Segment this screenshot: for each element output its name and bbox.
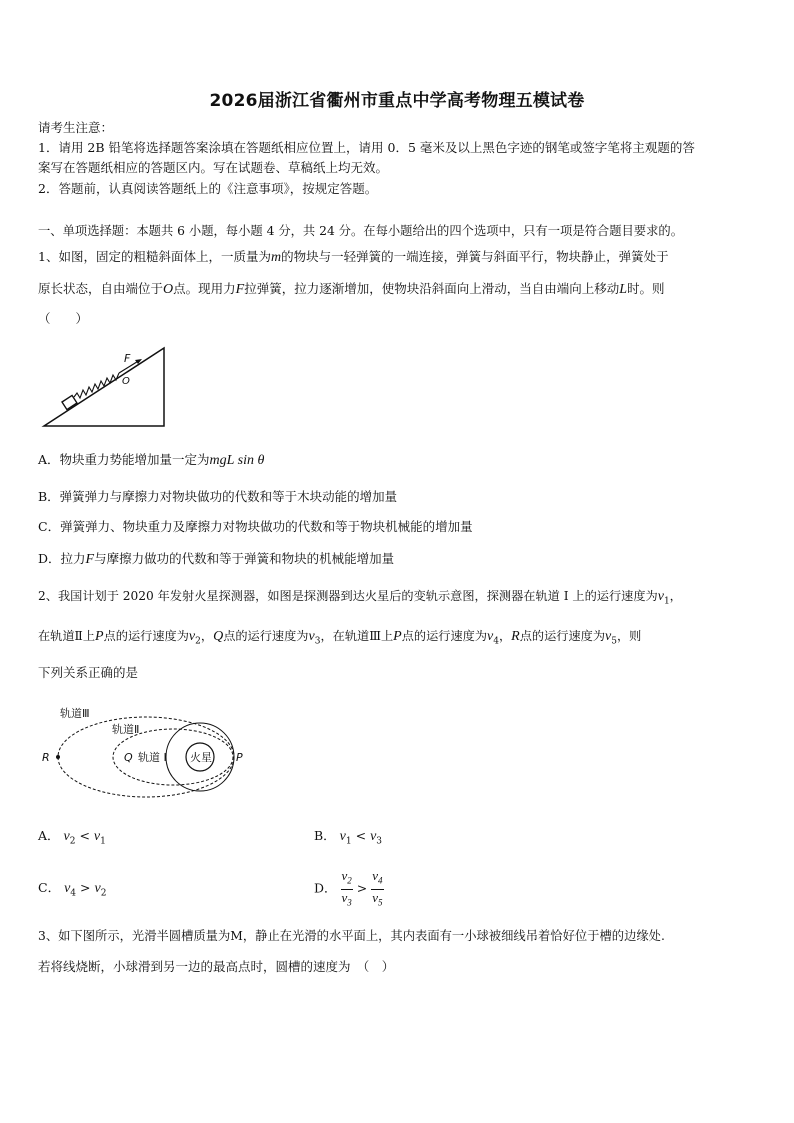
q2-sub: 4 <box>378 875 383 886</box>
q2-v: v <box>487 629 494 644</box>
q2-text: ，在轨道Ⅲ上 <box>320 629 394 643</box>
q2-v: v <box>341 889 348 905</box>
q2-v: v <box>308 629 315 644</box>
q2-v: v <box>605 629 612 644</box>
q2-v: v <box>188 629 196 644</box>
q2-op: < <box>79 828 90 843</box>
q2-sub: 3 <box>376 836 383 847</box>
q2-sub: 3 <box>347 897 352 908</box>
q2-v: v <box>64 881 71 896</box>
q2-sub: 2 <box>347 875 352 886</box>
q1-option-b[interactable]: B．弹簧弹力与摩擦力对物块做功的代数和等于木块动能的增加量 <box>38 489 398 504</box>
orbit-2-label: 轨道Ⅱ <box>112 723 140 736</box>
label-O: O <box>122 376 130 387</box>
q2-v: v <box>94 881 101 896</box>
q1-option-d-text: 与摩擦力做功的代数和等于弹簧和物块的机械能增加量 <box>94 551 395 566</box>
q2-sub: 1 <box>100 836 106 847</box>
q2-op: > <box>356 880 368 896</box>
q2-option-c-label: C． <box>38 880 61 895</box>
q2-text: 2、我国计划于 2020 年发射火星探测器，如图是探测器到达火星后的变轨示意图，探测器在轨道 I 上的运行速度为 <box>38 589 658 603</box>
q1-var-F: F <box>235 282 245 297</box>
q1-line-2 <box>38 280 760 299</box>
q1-text: 点。现用力 <box>173 281 236 296</box>
q2-text: 在轨道Ⅱ上 <box>38 629 96 643</box>
fraction-v2-v3 <box>341 868 353 910</box>
q1-option-a-text: A．物块重力势能增加量一定为 <box>38 452 210 467</box>
q1-var-O: O <box>163 282 174 297</box>
q1-option-c[interactable]: C．弹簧弹力、物块重力及摩擦力对物块做功的代数和等于物块机械能的增加量 <box>38 519 473 534</box>
notice-item-2: 2．答题前，认真阅读答题纸上的《注意事项》，按规定答题。 <box>38 181 378 196</box>
q2-v: v <box>93 829 101 844</box>
q2-option-d-label: D． <box>314 880 337 896</box>
q2-v: v <box>370 829 377 844</box>
mars-label: 火星 <box>190 751 212 764</box>
q2-line-3: 下列关系正确的是 <box>38 665 139 680</box>
q2-option-b[interactable] <box>314 826 382 847</box>
q1-option-a[interactable] <box>38 451 760 470</box>
orbit-figure <box>38 700 248 800</box>
q1-text: 的物块与一轻弹簧的一端连接，弹簧与斜面平行，物块静止，弹簧处于 <box>281 249 669 264</box>
q1-var-L: L <box>619 282 628 297</box>
notice-heading: 请考生注意： <box>38 120 114 135</box>
q2-text: ，则 <box>617 629 642 643</box>
q2-sub: 1 <box>345 836 352 847</box>
q1-bracket: （ ） <box>38 311 89 326</box>
q2-sub: 4 <box>493 636 499 647</box>
incline-figure <box>40 340 170 430</box>
q2-line-2 <box>38 627 760 650</box>
label-R: R <box>42 751 50 764</box>
q2-text: ， <box>200 629 214 643</box>
q2-op: < <box>355 828 367 843</box>
q2-line-1 <box>38 587 760 610</box>
q2-v: v <box>657 589 664 604</box>
q1-text: 原长状态，自由端位于 <box>38 281 164 296</box>
q2-v: v <box>339 829 346 844</box>
q2-text: ， <box>498 629 512 643</box>
q1-var-m: m <box>270 250 282 265</box>
q2-sub: 5 <box>611 636 617 647</box>
q2-sub: 3 <box>314 636 321 647</box>
q2-option-a-label: A． <box>38 828 60 843</box>
q2-sub: 5 <box>378 897 383 908</box>
q1-option-d[interactable] <box>38 550 760 569</box>
q3-line-1: 3、如下图所示，光滑半圆槽质量为M，静止在光滑的水平面上，其内表面有一小球被细线吊着恰好位于槽的边缘处. <box>38 929 665 943</box>
q2-v: v <box>63 829 70 844</box>
q1-text: 拉弹簧，拉力逐渐增加，使物块沿斜面向上滑动，当自由端向上移动 <box>244 281 620 296</box>
orbit-3-label: 轨道Ⅲ <box>60 707 90 720</box>
q1-text: 1、如图，固定的粗糙斜面体上，一质量为 <box>38 249 271 264</box>
q1-text: 时。则 <box>627 281 665 296</box>
q1-line-1 <box>38 248 760 267</box>
q2-option-b-label: B． <box>314 828 336 843</box>
q2-var-P: P <box>95 629 104 644</box>
q1-option-d-var: F <box>85 552 95 567</box>
label-P: P <box>236 751 243 764</box>
q2-var-R: R <box>511 629 520 644</box>
q2-v: v <box>341 868 348 883</box>
q2-sub: 4 <box>70 888 77 899</box>
q2-sub: 1 <box>663 596 670 607</box>
q2-v: v <box>372 868 379 883</box>
block <box>62 395 77 409</box>
q2-text: 点的运行速度为 <box>519 629 606 643</box>
q2-sub: 2 <box>195 636 201 647</box>
q2-option-a[interactable] <box>38 826 106 847</box>
orbit-1-label: 轨道 I <box>138 751 167 764</box>
q2-sub: 2 <box>69 836 76 847</box>
label-F: F <box>124 352 131 365</box>
q2-op: > <box>80 880 91 895</box>
q2-text: 点的运行速度为 <box>103 629 189 643</box>
point-R <box>56 755 60 759</box>
notice-item-1a: 1．请用 2B 铅笔将选择题答案涂填在答题纸相应位置上，请用 0．5 毫米及以上黑色字迹的钢笔或签字笔将主观题的答 <box>38 140 695 155</box>
q3-line-2: 若将线烧断，小球滑到另一边的最高点时，圆槽的速度为 （ ） <box>38 959 395 974</box>
section-heading: 一、单项选择题：本题共 6 小题，每小题 4 分，共 24 分。在每小题给出的四个选项中，只有一项是符合题目要求的。 <box>38 224 683 238</box>
q2-v: v <box>372 889 379 905</box>
q2-var-P: P <box>393 629 402 644</box>
label-Q: Q <box>124 751 133 764</box>
q1-option-a-expr: mgL sin θ <box>209 453 265 468</box>
q2-sub: 2 <box>100 888 107 899</box>
q2-comma: ， <box>669 589 682 603</box>
q1-option-d-text: D．拉力 <box>38 551 86 566</box>
q2-text: 点的运行速度为 <box>223 629 309 643</box>
fraction-v4-v5 <box>371 868 383 910</box>
q2-option-d[interactable] <box>314 868 384 910</box>
q2-text: 点的运行速度为 <box>401 629 488 643</box>
notice-item-1b: 案写在答题纸相应的答题区内。写在试题卷、草稿纸上均无效。 <box>38 160 389 175</box>
q2-var-Q: Q <box>213 629 224 644</box>
spring <box>74 373 119 398</box>
q2-option-c[interactable] <box>38 878 106 899</box>
page-title: 2026届浙江省衢州市重点中学高考物理五模试卷 <box>209 91 585 111</box>
